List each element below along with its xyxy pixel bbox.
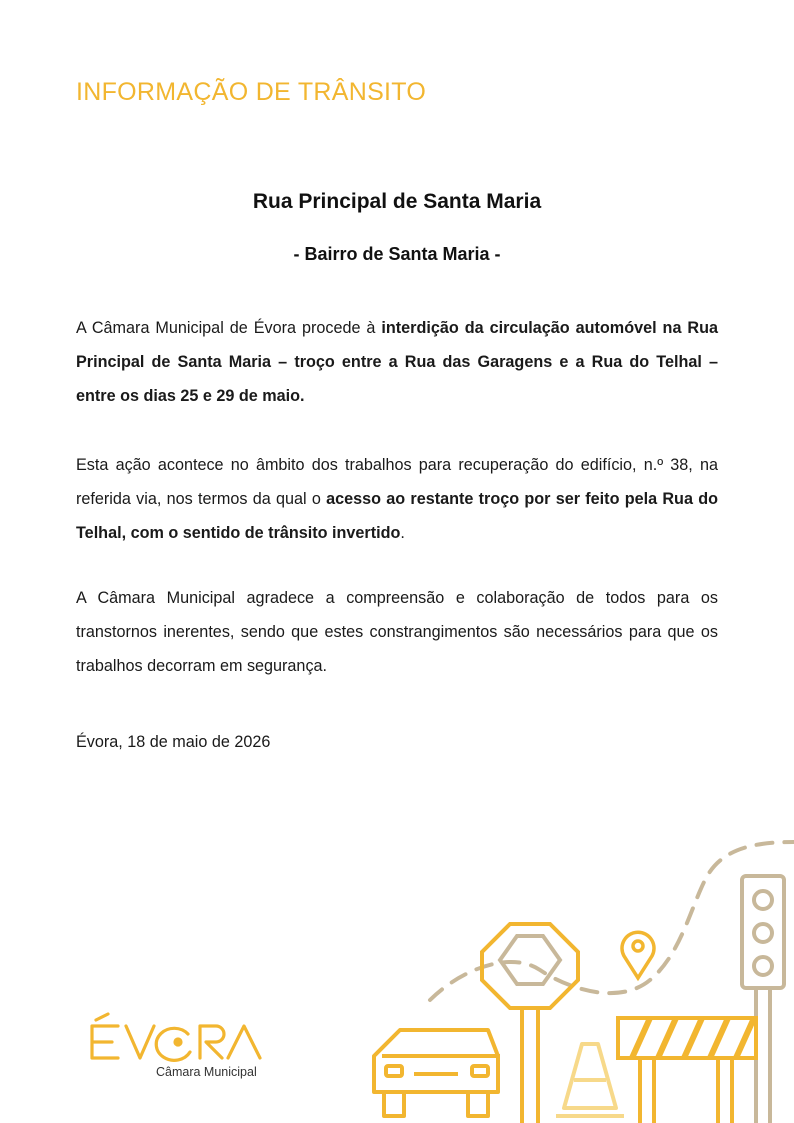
paragraph-2-end: . [400, 524, 405, 542]
logo-subtitle: Câmara Municipal [156, 1065, 257, 1079]
page-subtitle: - Bairro de Santa Maria - [293, 244, 501, 264]
paragraph-2 [76, 448, 718, 550]
date-line: Évora, 18 de maio de 2026 [76, 733, 271, 751]
page-header-title: INFORMAÇÃO DE TRÂNSITO [76, 78, 427, 106]
paragraph-1-text: A Câmara Municipal de Évora procede à [76, 319, 382, 337]
traffic-cone-icon [556, 1044, 624, 1116]
traffic-light-icon [742, 876, 784, 1123]
road-barrier-icon [618, 1018, 756, 1123]
paragraph-3: A Câmara Municipal agradece a compreensão e colaboração de todos para os transtornos inerentes, sendo que estes constrangimentos são necessários para que os trabalhos decorram em segurança. [76, 589, 718, 675]
paragraph-1-bold: interdição da circulação automóvel na Rua Principal de Santa Maria – troço entre a Rua das Garagens e a Rua do Telhal – entre os dias 25 e 29 de maio. [76, 319, 718, 405]
page-title: Rua Principal de Santa Maria [252, 190, 542, 213]
paragraph-2-text: Esta ação acontece no âmbito dos trabalhos para recuperação do edifício, n.º 38, na referida via, nos termos da qual o [76, 456, 718, 508]
traffic-illustration [360, 830, 794, 1123]
paragraph-1 [76, 311, 718, 413]
location-pin-icon [622, 932, 654, 978]
car-icon [374, 1030, 500, 1116]
paragraph-2-bold: acesso ao restante troço por ser feito pela Rua do Telhal, com o sentido de trânsito invertido [76, 490, 718, 542]
dashed-route-icon [430, 842, 794, 1000]
